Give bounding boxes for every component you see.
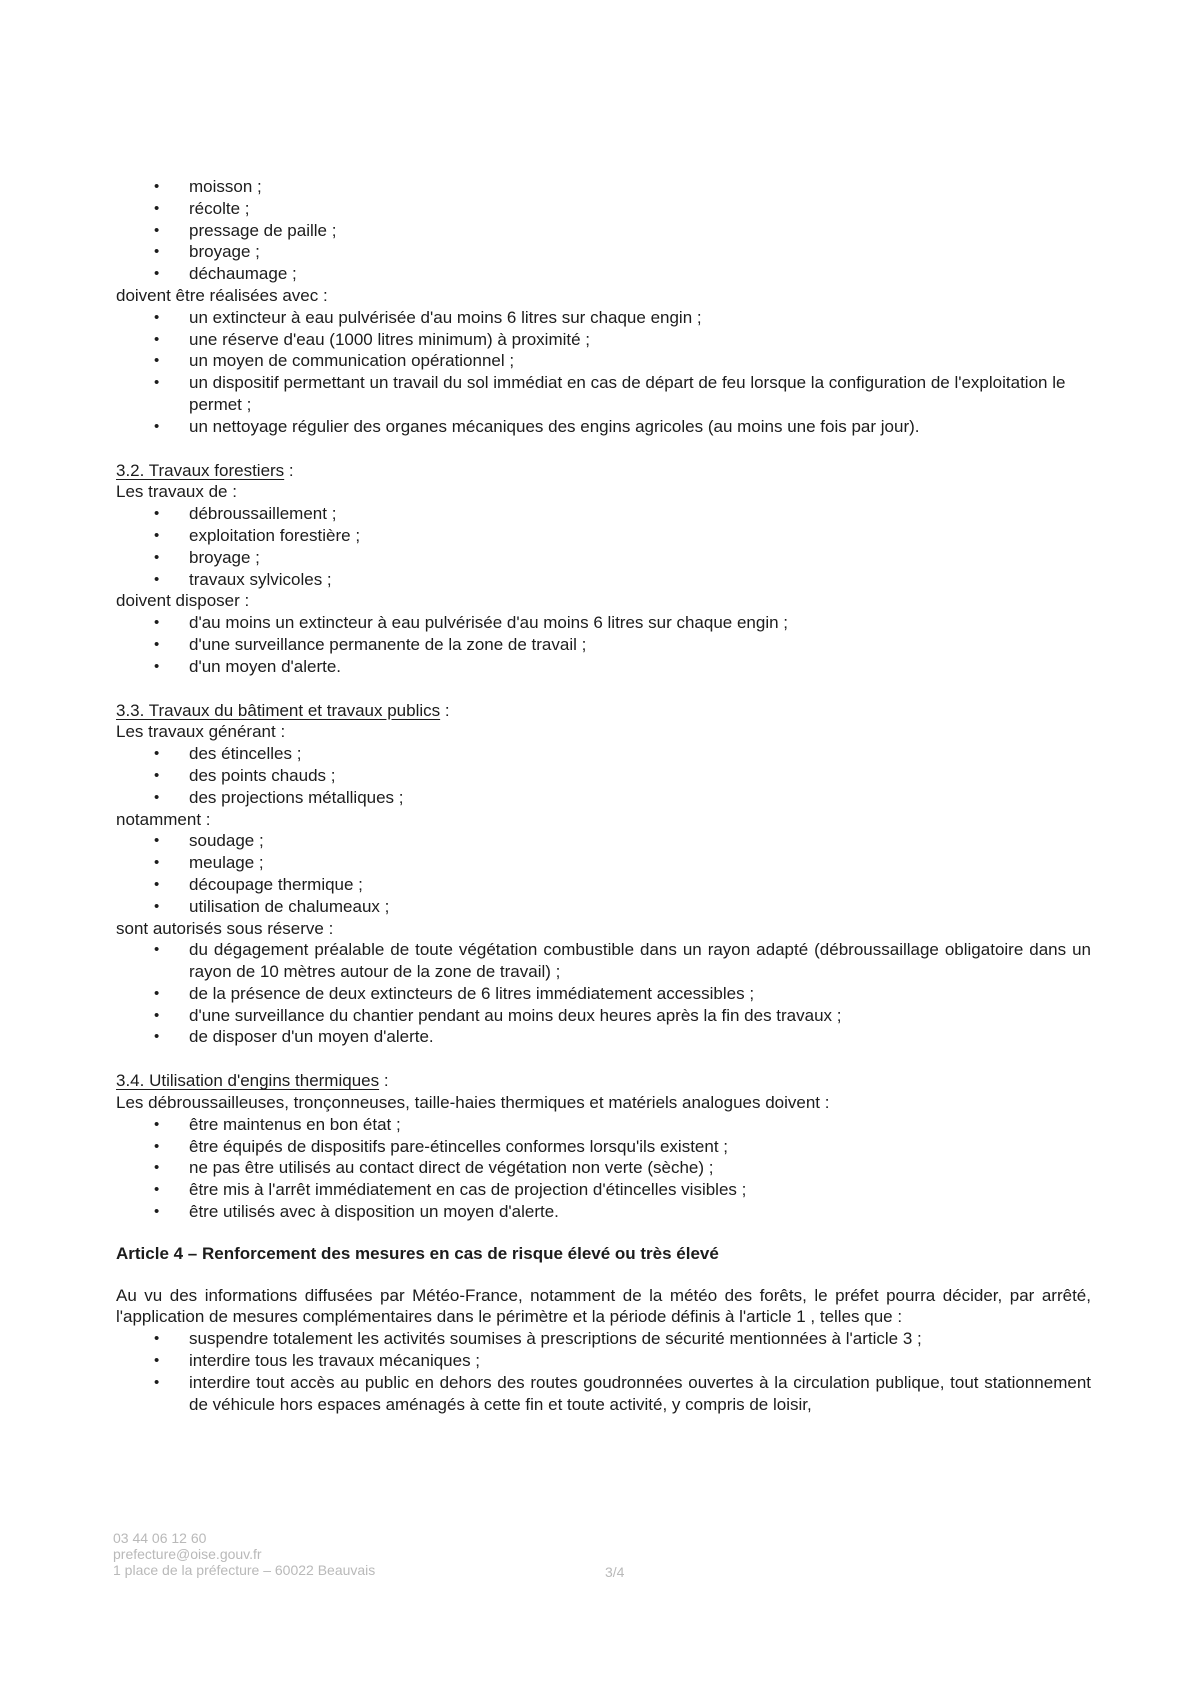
page-number: 3/4 — [605, 1564, 625, 1580]
list-item: • des étincelles ; — [116, 743, 1091, 765]
list-item: • de la présence de deux extincteurs de 6 litres immédiatement accessibles ; — [116, 983, 1091, 1005]
construction-examples-list — [116, 830, 1091, 917]
list-item: • travaux sylvicoles ; — [116, 569, 1091, 591]
list-item: • moisson ; — [116, 176, 1091, 198]
list-item: • soudage ; — [116, 830, 1091, 852]
article-4-paragraph: Au vu des informations diffusées par Météo-France, notamment de la météo des forêts, le préfet pourra décider, par arrêté, l'application de mesures complémentaires dans le périmètre et la période définis à l'article 1 , telles que : — [116, 1285, 1091, 1327]
article-4-title: Article 4 – Renforcement des mesures en cas de risque élevé ou très élevé — [116, 1243, 719, 1263]
list-item: • suspendre totalement les activités soumises à prescriptions de sécurité mentionnées à l'article 3 ; — [116, 1328, 1091, 1350]
list-item: • interdire tout accès au public en dehors des routes goudronnées ouvertes à la circulation publique, tout stationnement de véhicule hors espaces aménagés à cette fin et toute activité, y compris de loisir, — [116, 1372, 1091, 1416]
list-item: • broyage ; — [116, 547, 1091, 569]
list-item: • d'un moyen d'alerte. — [116, 656, 1091, 678]
article-4-measures-list — [116, 1328, 1091, 1415]
list-item: • pressage de paille ; — [116, 220, 1091, 242]
list-item: • être maintenus en bon état ; — [116, 1114, 1091, 1136]
page-footer — [113, 1530, 375, 1578]
section-heading-forestry: 3.2. Travaux forestiers : — [116, 460, 294, 480]
list-item: • des projections métalliques ; — [116, 787, 1091, 809]
list-item: • un nettoyage régulier des organes mécaniques des engins agricoles (au moins une fois par jour). — [116, 416, 1091, 438]
list-intro: Les travaux générant : — [116, 722, 286, 742]
list-item: • un extincteur à eau pulvérisée d'au moins 6 litres sur chaque engin ; — [116, 307, 1091, 329]
list-item: • d'une surveillance permanente de la zone de travail ; — [116, 634, 1091, 656]
footer-phone: 03 44 06 12 60 — [113, 1530, 207, 1546]
list-intro: Les travaux de : — [116, 482, 237, 502]
list-item: • des points chauds ; — [116, 765, 1091, 787]
list-item: • débroussaillement ; — [116, 503, 1091, 525]
harvest-activities-list — [116, 176, 1091, 285]
list-item: • d'au moins un extincteur à eau pulvérisée d'au moins 6 litres sur chaque engin ; — [116, 612, 1091, 634]
list-intro: doivent être réalisées avec : — [116, 285, 328, 305]
footer-address: 1 place de la préfecture – 60022 Beauvais — [113, 1562, 376, 1578]
list-item: • interdire tous les travaux mécaniques ; — [116, 1350, 1091, 1372]
document-body — [116, 176, 1091, 1415]
list-intro: Les débroussailleuses, tronçonneuses, taille-haies thermiques et matériels analogues doivent : — [116, 1093, 830, 1113]
list-item: • de disposer d'un moyen d'alerte. — [116, 1026, 1091, 1048]
list-item: • être équipés de dispositifs pare-étincelles conformes lorsqu'ils existent ; — [116, 1136, 1091, 1158]
list-item: • meulage ; — [116, 852, 1091, 874]
list-intro: notamment : — [116, 809, 211, 829]
footer-email: prefecture@oise.gouv.fr — [113, 1546, 262, 1562]
list-item: • utilisation de chalumeaux ; — [116, 896, 1091, 918]
list-item: • être mis à l'arrêt immédiatement en cas de projection d'étincelles visibles ; — [116, 1179, 1091, 1201]
harvest-requirements-list — [116, 307, 1091, 438]
section-heading-construction: 3.3. Travaux du bâtiment et travaux publics : — [116, 700, 450, 720]
forestry-requirements-list — [116, 612, 1091, 677]
construction-hazards-list — [116, 743, 1091, 808]
list-item: • une réserve d'eau (1000 litres minimum) à proximité ; — [116, 329, 1091, 351]
list-item: • ne pas être utilisés au contact direct de végétation non verte (sèche) ; — [116, 1157, 1091, 1179]
list-intro: sont autorisés sous réserve : — [116, 918, 334, 938]
engine-requirements-list — [116, 1114, 1091, 1223]
list-item: • récolte ; — [116, 198, 1091, 220]
list-item: • du dégagement préalable de toute végétation combustible dans un rayon adapté (débroussaillage obligatoire dans un rayon de 10 mètres autour de la zone de travail) ; — [116, 939, 1091, 983]
list-item: • un moyen de communication opérationnel ; — [116, 350, 1091, 372]
forestry-works-list — [116, 503, 1091, 590]
list-item: • exploitation forestière ; — [116, 525, 1091, 547]
list-item: • déchaumage ; — [116, 263, 1091, 285]
list-intro: doivent disposer : — [116, 591, 250, 611]
section-heading-engines: 3.4. Utilisation d'engins thermiques : — [116, 1071, 389, 1091]
list-item: • d'une surveillance du chantier pendant au moins deux heures après la fin des travaux ; — [116, 1005, 1091, 1027]
list-item: • être utilisés avec à disposition un moyen d'alerte. — [116, 1201, 1091, 1223]
construction-conditions-list — [116, 939, 1091, 1048]
list-item: • découpage thermique ; — [116, 874, 1091, 896]
list-item: • un dispositif permettant un travail du sol immédiat en cas de départ de feu lorsque la configuration de l'exploitation le permet ; — [116, 372, 1091, 416]
list-item: • broyage ; — [116, 241, 1091, 263]
